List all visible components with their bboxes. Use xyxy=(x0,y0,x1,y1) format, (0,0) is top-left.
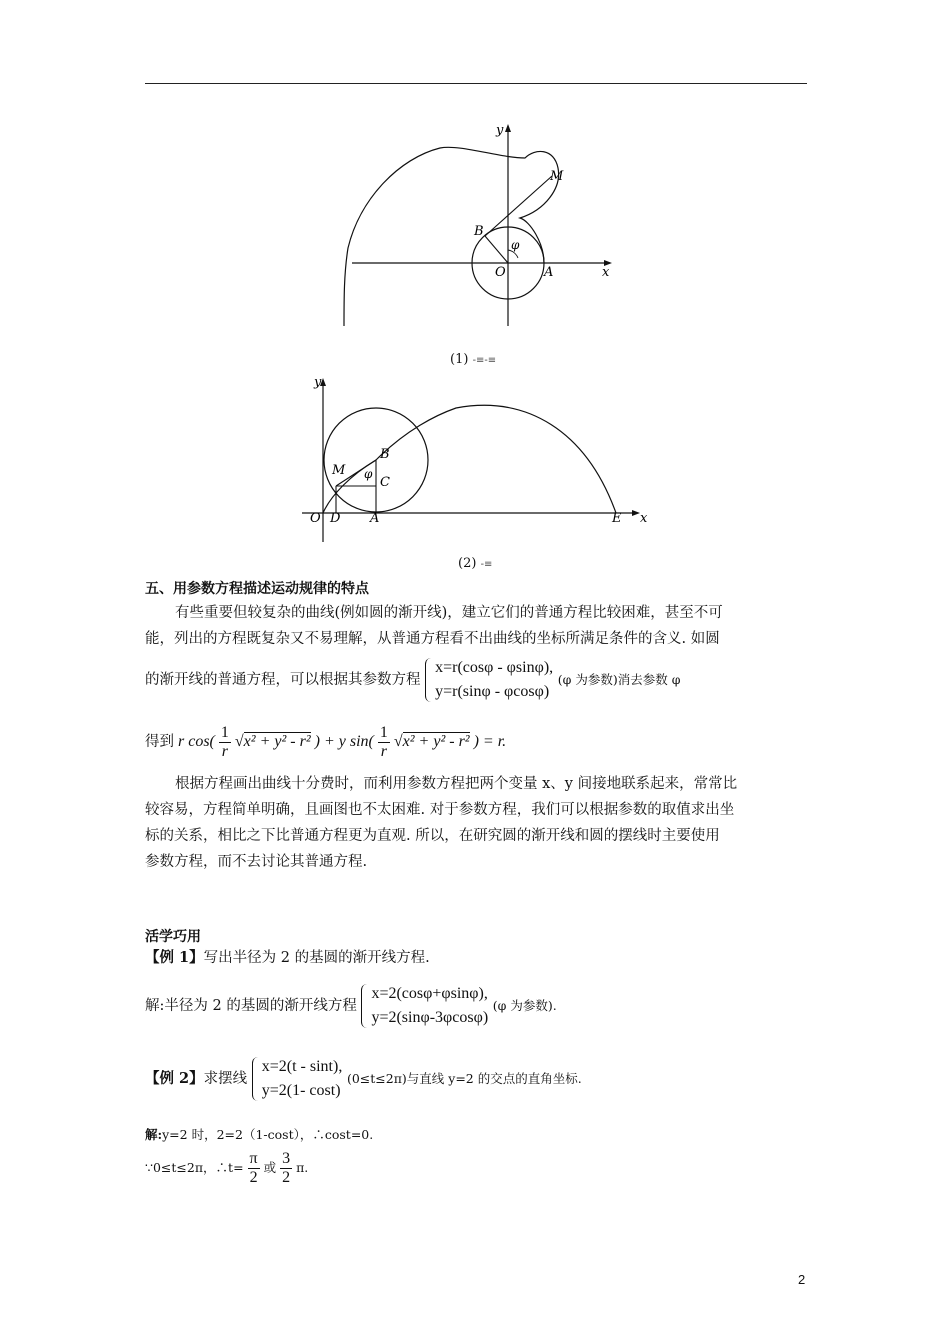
fig1-B-label: B xyxy=(474,224,484,239)
solution1: 解:半径为 2 的基圆的渐开线方程 x=2(cosφ+φsinφ), y=2(sinφ-3φcosφ) (φ 为参数). xyxy=(145,985,557,1026)
fig1-M-label: M xyxy=(550,169,564,184)
section5-para1: 有些重要但较复杂的曲线(例如圆的渐开线)，建立它们的普通方程比较困难，甚至不可 xyxy=(175,605,723,621)
fig2-B-label: B xyxy=(380,447,390,462)
fig2-O-label: O xyxy=(310,511,321,526)
fig2-M-label: M xyxy=(332,463,346,478)
solution2: 解:y=2 时，2=2（1-cost），∴cost=0. xyxy=(145,1127,374,1142)
fig2-D-label: D xyxy=(330,511,341,526)
page-number: 2 xyxy=(798,1272,806,1287)
practice-heading: 活学巧用 xyxy=(145,929,201,945)
section5-para1-line2: 能，列出的方程既复杂又不易理解，从普通方程看不出曲线的坐标所满足条件的含义. 如圆 xyxy=(145,631,720,647)
fig2-x-label: x xyxy=(640,511,648,526)
header-rule xyxy=(145,83,807,84)
fig2-caption: (2) -≡ xyxy=(458,556,493,571)
figure-involute xyxy=(330,118,620,330)
fig1-phi-label: φ xyxy=(511,238,520,252)
fig1-y-label: y xyxy=(496,123,504,138)
example2: 【例 2】求摆线 x=2(t - sint), y=2(1- cost) (0≤t≤2π)与直线 y=2 的交点的直角坐标. xyxy=(145,1058,582,1099)
section5-heading: 五、用参数方程描述运动规律的特点 xyxy=(145,581,369,597)
fig2-A-label: A xyxy=(370,511,380,526)
section5-equation: 得到 r cos( $\frac{1}{r}$ √x² + y² - r² ) + y sin( $\frac{1}{r}$ √x² + y² - r² ) = r. xyxy=(145,724,507,760)
figure-cycloid xyxy=(296,370,656,548)
fig1-caption: (1) -≡-≡ xyxy=(450,352,497,367)
section5-para2: 根据方程画出曲线十分费时，而利用参数方程把两个变量 x、y 间接地联系起来，常常比 较容易，方程简单明确，且画图也不太困难. 对于参数方程，我们可以根据参数的取值求出坐 标的关系，相比之下比普通方程更为直观. 所以，在研究圆的渐开线和圆的摆线时主要使用 参数方程，而不去讨论其普通方程. xyxy=(145,776,738,870)
fig1-x-label: x xyxy=(602,265,610,280)
fig2-C-label: C xyxy=(380,475,390,490)
fig1-O-label: O xyxy=(495,265,506,280)
section5-system-line: 的渐开线的普通方程，可以根据其参数方程 x=r(cosφ - φsinφ), y=r(sinφ - φcosφ) (φ 为参数)消去参数 φ xyxy=(145,656,807,704)
solution2-line2: ∵0≤t≤2π，∴t= $\frac{\pi}{2}$ 或 $\frac{3}{2}$ π. xyxy=(145,1150,309,1186)
involute-system: x=r(cosφ - φsinφ), y=r(sinφ - φcosφ) xyxy=(425,656,553,704)
fig2-phi-label: φ xyxy=(364,467,373,481)
example1: 【例 1】写出半径为 2 的基圆的渐开线方程. xyxy=(145,949,430,966)
fig2-E-label: E xyxy=(612,511,622,526)
fig1-A-label: A xyxy=(544,265,554,280)
fig2-y-label: y xyxy=(314,375,322,390)
